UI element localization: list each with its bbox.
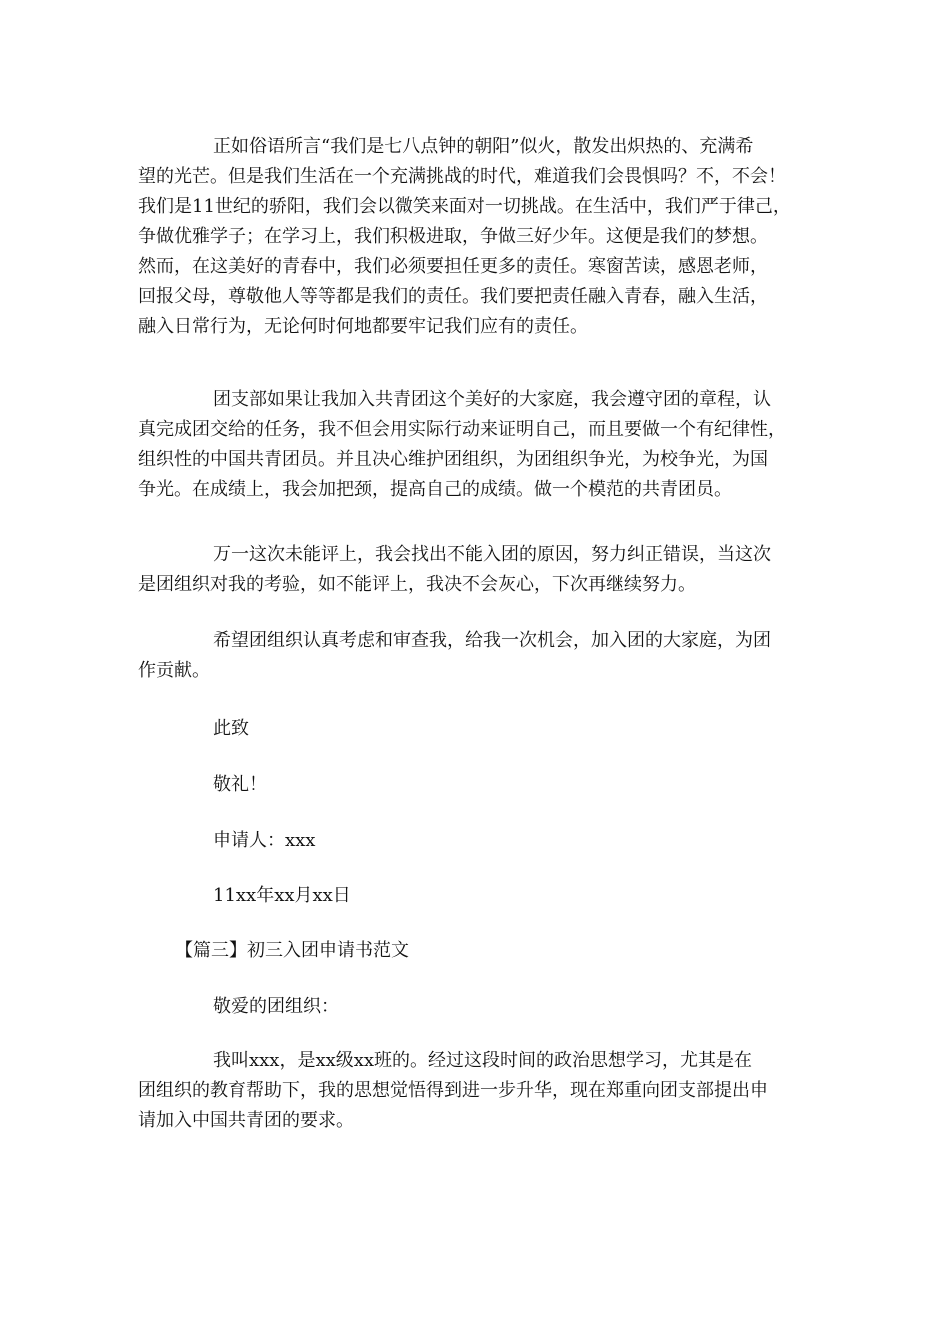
salutation: 敬爱的团组织： <box>213 996 339 1017</box>
paragraph-line: 团支部如果让我加入共青团这个美好的大家庭，我会遵守团的章程，认 <box>213 389 771 410</box>
paragraph-responsibility <box>138 132 818 342</box>
paragraph-introduction <box>138 1046 818 1136</box>
paragraph-line: 正如俗语所言“我们是七八点钟的朝阳”似火，散发出炽热的、充满希 <box>213 136 754 157</box>
paragraph-line: 我叫xxx，是xx级xx班的。经过这段时间的政治思想学习，尤其是在 <box>213 1050 753 1071</box>
paragraph-line: 然而，在这美好的青春中，我们必须要担任更多的责任。寒窗苦读，感恩老师， <box>138 256 768 277</box>
paragraph-line: 万一这次未能评上，我会找出不能入团的原因，努力纠正错误，当这次 <box>213 544 771 565</box>
paragraph-if-not-selected <box>138 540 818 600</box>
applicant-signature: 申请人：xxx <box>213 830 316 851</box>
paragraph-line: 真完成团交给的任务，我不但会用实际行动来证明自己，而且要做一个有纪律性， <box>138 419 786 440</box>
application-date: 11xx年xx月xx日 <box>213 885 351 906</box>
paragraph-line: 回报父母，尊敬他人等等都是我们的责任。我们要把责任融入青春，融入生活， <box>138 286 768 307</box>
closing-line-2: 敬礼！ <box>213 774 267 795</box>
paragraph-line: 作贡献。 <box>138 660 210 681</box>
paragraph-line: 团组织的教育帮助下，我的思想觉悟得到进一步升华，现在郑重向团支部提出申 <box>138 1080 768 1101</box>
paragraph-line: 希望团组织认真考虑和审查我，给我一次机会，加入团的大家庭，为团 <box>213 630 771 651</box>
paragraph-line: 是团组织对我的考验，如不能评上，我决不会灰心，下次再继续努力。 <box>138 574 696 595</box>
closing-line-1: 此致 <box>213 718 249 739</box>
paragraph-line: 融入日常行为，无论何时何地都要牢记我们应有的责任。 <box>138 316 588 337</box>
paragraph-line: 请加入中国共青团的要求。 <box>138 1110 354 1131</box>
paragraph-line: 争光。在成绩上，我会加把颈，提高自己的成绩。做一个模范的共青团员。 <box>138 479 732 500</box>
paragraph-line: 争做优雅学子；在学习上，我们积极进取，争做三好少年。这便是我们的梦想。 <box>138 226 768 247</box>
paragraph-hope <box>138 626 818 686</box>
paragraph-commitment <box>138 385 818 505</box>
paragraph-line: 望的光芒。但是我们生活在一个充满挑战的时代，难道我们会畏惧吗？不，不会！ <box>138 166 786 187</box>
paragraph-line: 我们是11世纪的骄阳，我们会以微笑来面对一切挑战。在生活中，我们严于律己， <box>138 196 791 217</box>
paragraph-line: 组织性的中国共青团员。并且决心维护团组织，为团组织争光，为校争光，为国 <box>138 449 768 470</box>
section-heading: 【篇三】初三入团申请书范文 <box>175 940 409 961</box>
